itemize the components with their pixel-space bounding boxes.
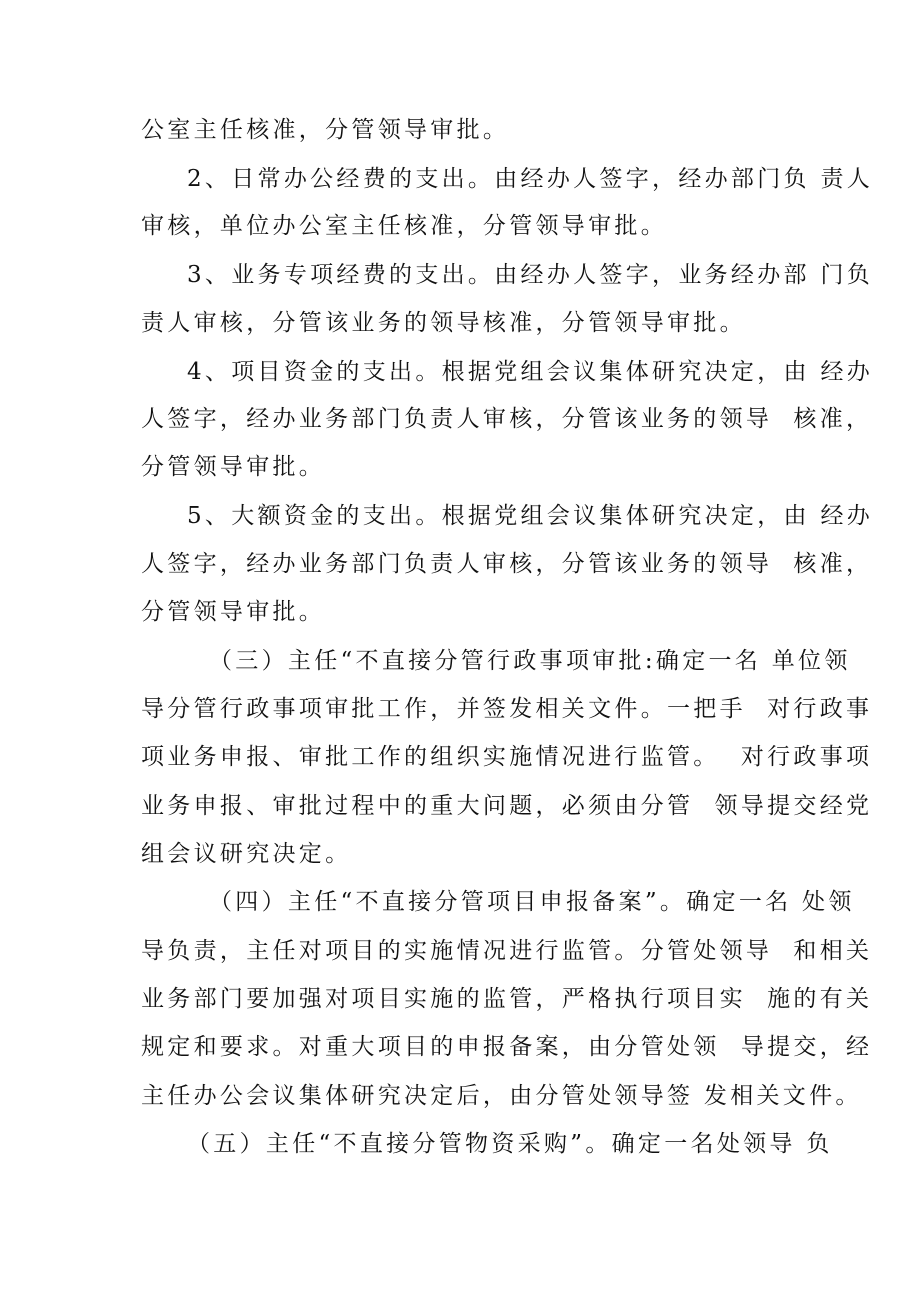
paragraph-line: 人签字，经办业务部门负责人审核，分管该业务的领导 核准， [141,406,873,432]
paragraph-line: 4、项目资金的支出。根据党组会议集体研究决定，由 经办 [187,359,874,385]
paragraph-line: （五）主任“不直接分管物资采购”。确定一名处领导 负 [187,1131,833,1157]
paragraph-line: 人签字，经办业务部门负责人审核，分管该业务的领导 核准， [141,551,873,577]
paragraph-line: 3、业务专项经费的支出。由经办人签字，业务经办部 门负 [187,262,874,288]
paragraph-line: 规定和要求。对重大项目的申报备案，由分管处领 导提交，经 [141,1034,873,1060]
paragraph-line: 业务申报、审批过程中的重大问题，必须由分管 领导提交经党 [141,793,873,819]
paragraph-line: 2、日常办公经费的支出。由经办人签字，经办部门负 责人 [187,166,874,192]
paragraph-line: （三）主任“不直接分管行政事项审批:确定一名 单位领 [209,648,851,674]
paragraph-line: 分管领导审批。 [141,454,326,480]
paragraph-line: 项业务申报、审批工作的组织实施情况进行监管。 对行政事项 [141,744,873,770]
paragraph-line: 业务部门要加强对项目实施的监管，严格执行项目实 施的有关 [141,986,873,1012]
paragraph-line: 导分管行政事项审批工作，并签发相关文件。一把手 对行政事 [141,696,873,722]
paragraph-line: 组会议研究决定。 [141,841,352,867]
paragraph-line: 责人审核，分管该业务的领导核准，分管领导审批。 [141,310,746,336]
paragraph-line: 5、大额资金的支出。根据党组会议集体研究决定，由 经办 [187,503,874,529]
paragraph-line: 分管领导审批。 [141,599,326,625]
paragraph-line: （四）主任“不直接分管项目申报备案”。确定一名 处领 [209,889,855,915]
paragraph-line: 导负责，主任对项目的实施情况进行监管。分管处领导 和相关 [141,938,873,964]
paragraph-line: 审核，单位办公室主任核准，分管领导审批。 [141,213,667,239]
paragraph-line: 公室主任核准，分管领导审批。 [141,117,510,143]
paragraph-line: 主任办公会议集体研究决定后，由分管处领导签 发相关文件。 [141,1083,862,1109]
